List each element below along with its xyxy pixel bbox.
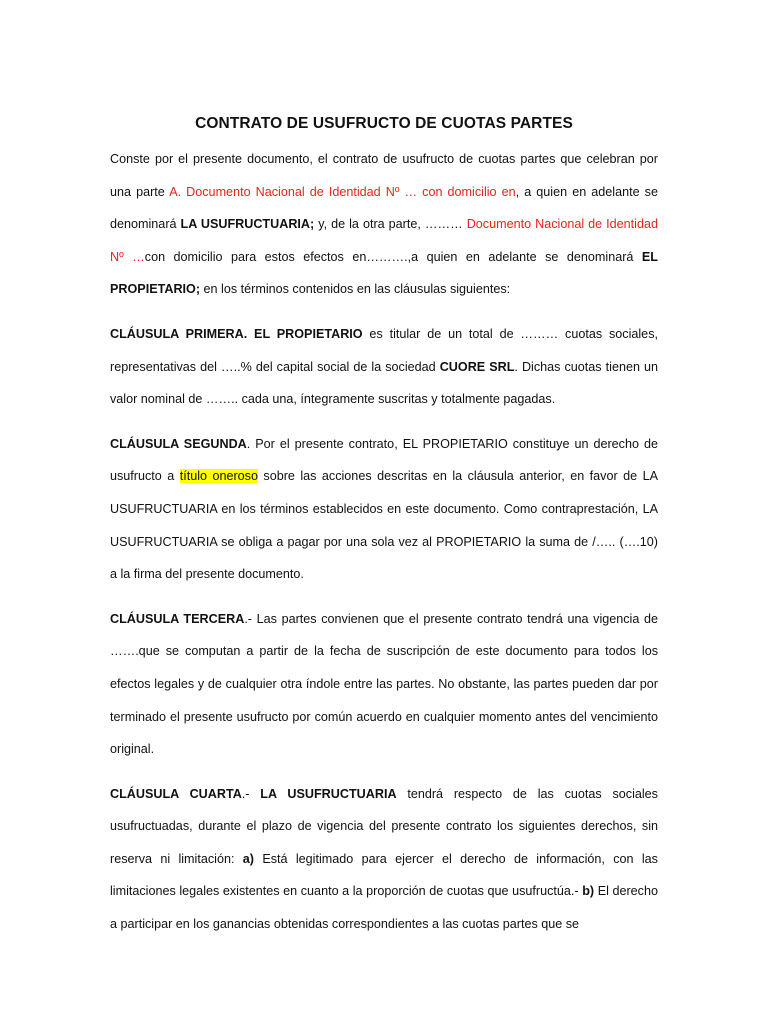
usufructuaria-label: LA USUFRUCTUARIA xyxy=(260,786,397,801)
propietario-label: EL PROPIETARIO; xyxy=(110,249,658,297)
intro-text: , a quien en adelante se denominará xyxy=(110,184,658,232)
highlighted-term: título oneroso xyxy=(179,469,258,484)
clausula-text: .- Las partes convienen que el presente contrato tendrá una vigencia de …….que se computan a partir de la fecha de suscripción de este documento para todos los efectos legales y de cualquier otra índole entre las partes. No obstante, las partes pueden dar por terminado el presente usufructo por común acuerdo en cualquier momento antes del vencimiento original. xyxy=(110,611,658,757)
clausula-text: Está legitimado para ejercer el derecho de información, con las limitaciones legales existentes en cuanto a la proporción de cuotas que usufructúa.- xyxy=(110,851,658,899)
clausula-text: . Dichas cuotas tienen un valor nominal de …….. cada una, íntegramente suscritas y totalmente pagadas. xyxy=(110,359,659,407)
company-name: CUORE SRL xyxy=(439,359,515,374)
clausula-heading: CLÁUSULA PRIMERA. EL PROPIETARIO xyxy=(110,326,363,341)
usufructuaria-label: LA USUFRUCTUARIA; xyxy=(180,217,315,232)
intro-text: con domicilio para estos efectos en……….,a quien en adelante se denominará xyxy=(144,249,642,264)
intro-text: en los términos contenidos en las cláusulas siguientes: xyxy=(200,282,511,297)
clausula-text: sobre las acciones descritas en la cláusula anterior, en favor de LA USUFRUCTUARIA en los términos establecidos en este documento. Como contraprestación, LA USUFRUCTUARIA se obliga a pagar por una sola vez al PROPIETARIO la suma de /….. (….10) a la firma del presente documento. xyxy=(110,469,658,582)
document-title: CONTRATO DE USUFRUCTO DE CUOTAS PARTES xyxy=(195,115,573,132)
party-b-placeholder: Documento Nacional de Identidad Nº … xyxy=(110,217,658,264)
clausula-primera xyxy=(110,318,658,416)
clausula-text: .- xyxy=(241,786,261,801)
clausula-text: tendrá respecto de las cuotas sociales usufructuadas, durante el plazo de vigencia del presente contrato los siguientes derechos, sin reserva ni limitación: xyxy=(110,786,658,866)
intro-text: Conste por el presente documento, el contrato de usufructo de cuotas partes que celebran por una parte xyxy=(110,152,658,199)
clausula-tercera xyxy=(110,603,658,766)
item-a-marker: a) xyxy=(242,851,254,866)
clausula-heading: CLÁUSULA SEGUNDA xyxy=(110,436,247,451)
clausula-text: es titular de un total de ……… cuotas sociales, representativas del …..% del capital social de la sociedad xyxy=(110,326,658,374)
intro-text: y, de la otra parte, ……… xyxy=(314,217,467,232)
intro-paragraph xyxy=(110,143,658,306)
clausula-text: El derecho a participar en los ganancias obtenidas correspondientes a las cuotas partes que se xyxy=(110,884,658,932)
clausula-cuarta xyxy=(110,778,658,941)
item-b-marker: b) xyxy=(582,884,595,899)
clausula-heading: CLÁUSULA CUARTA xyxy=(110,786,242,801)
clausula-segunda xyxy=(110,428,658,591)
party-a-placeholder: A. Documento Nacional de Identidad Nº … con domicilio en xyxy=(169,184,516,199)
clausula-text: . Por el presente contrato, EL PROPIETARIO constituye un derecho de usufructo a xyxy=(110,436,658,484)
clausula-heading: CLÁUSULA TERCERA xyxy=(110,611,245,626)
document-body xyxy=(110,143,658,953)
